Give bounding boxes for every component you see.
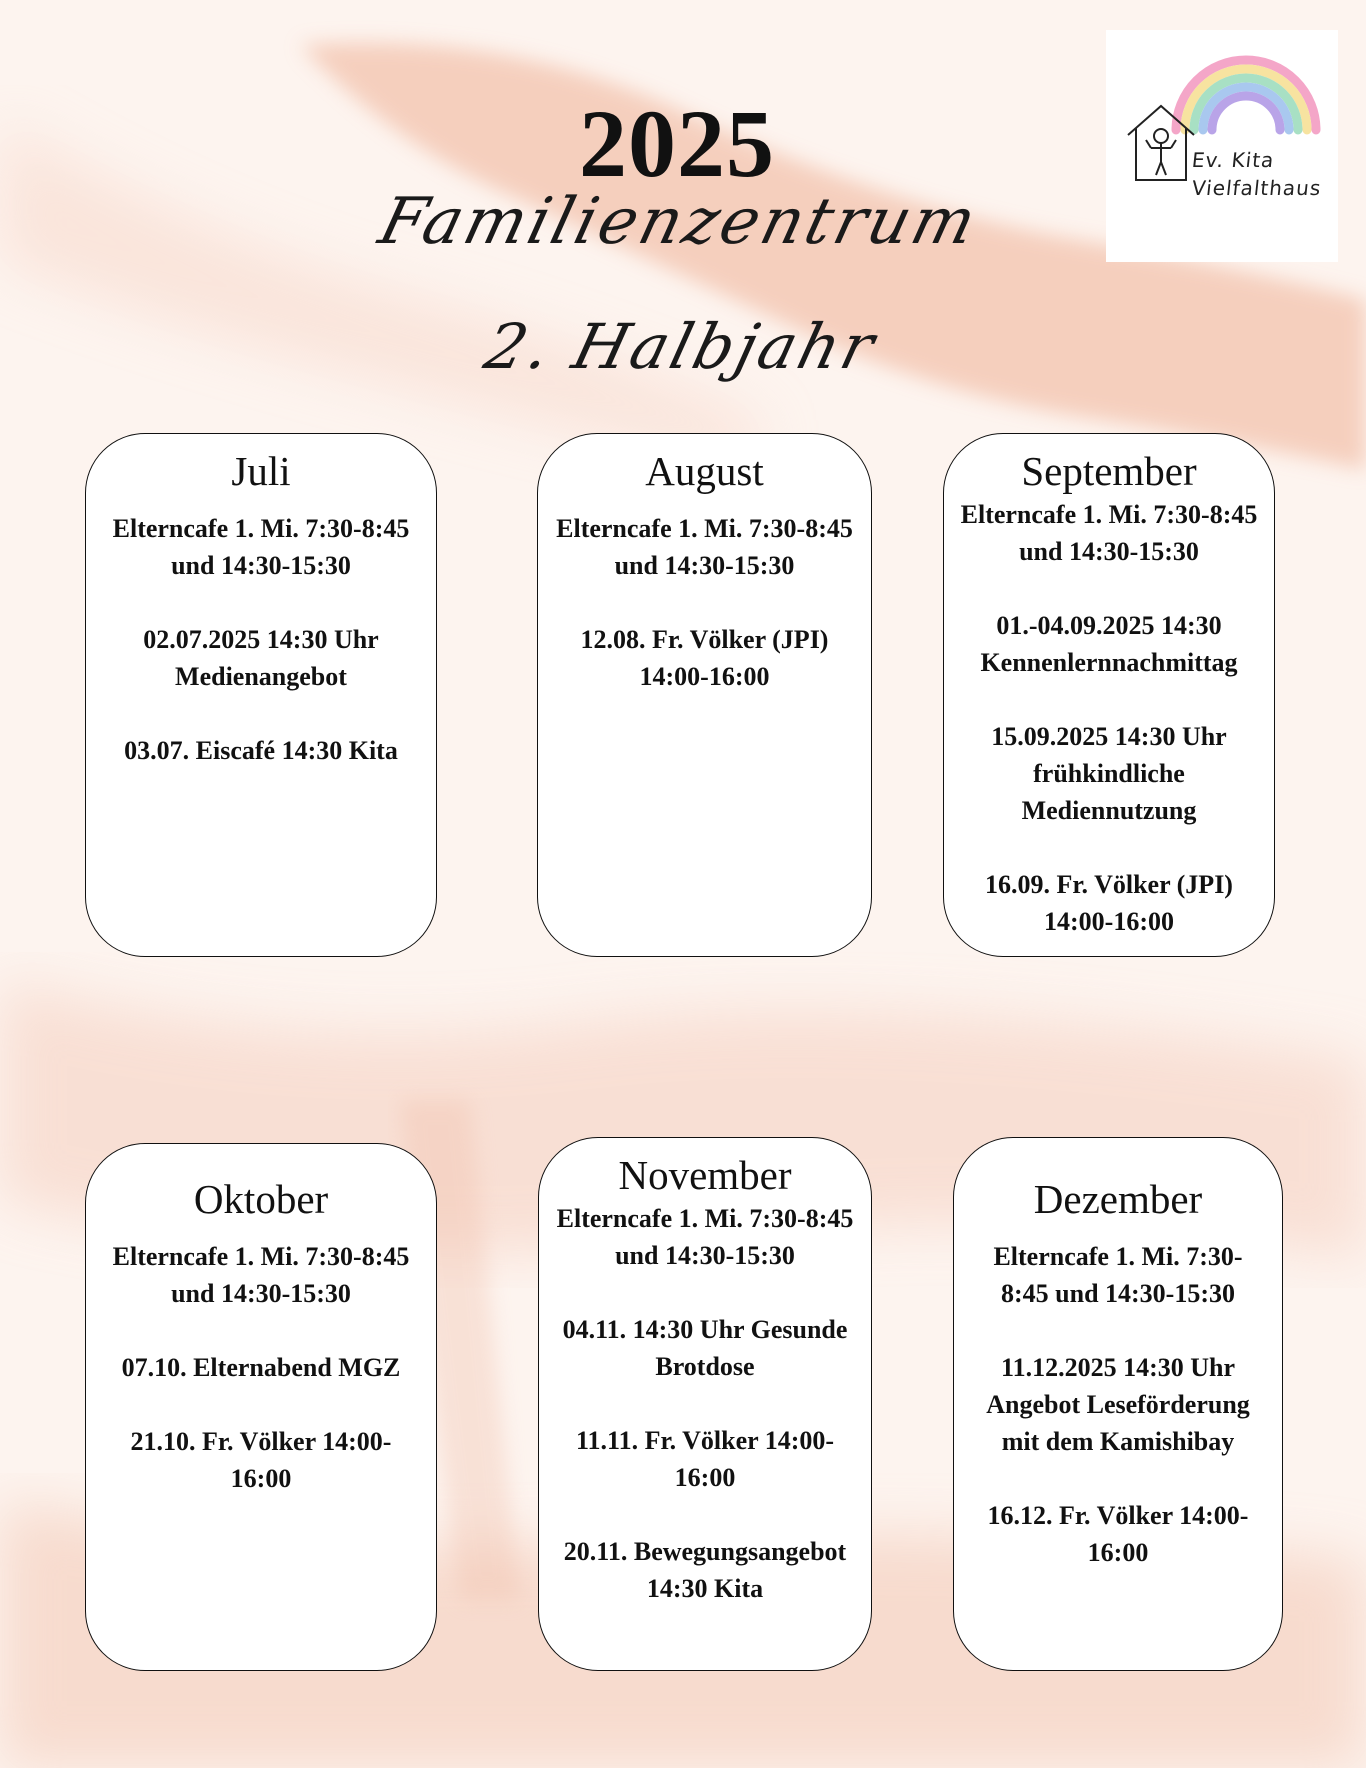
kita-logo	[1106, 30, 1338, 262]
event-entry: Elterncafe 1. Mi. 7:30-8:45 und 14:30-15:30	[112, 1242, 410, 1308]
event-entry: 16.12. Fr. Völker 14:00-16:00	[987, 1501, 1249, 1567]
month-card-september	[943, 433, 1275, 957]
month-card-juli	[85, 433, 437, 957]
month-title: Dezember	[1033, 1176, 1203, 1222]
month-card-oktober	[85, 1143, 437, 1671]
event-entry: 15.09.2025 14:30 Uhr frühkindliche Mediennutzung	[991, 722, 1227, 825]
month-title: August	[645, 448, 764, 494]
event-entry: Elterncafe 1. Mi. 7:30-8:45 und 14:30-15:30	[993, 1242, 1243, 1308]
event-entry: 20.11. Bewegungsangebot 14:30 Kita	[563, 1537, 847, 1603]
event-entry: Elterncafe 1. Mi. 7:30-8:45 und 14:30-15:30	[556, 1204, 854, 1270]
month-title: November	[618, 1152, 792, 1198]
month-card-november	[538, 1137, 872, 1671]
house-rainbow-icon	[1106, 30, 1338, 262]
event-entry: 21.10. Fr. Völker 14:00-16:00	[130, 1427, 392, 1493]
logo-line1: Ev. Kita	[1190, 148, 1276, 172]
event-entry: 04.11. 14:30 Uhr Gesunde Brotdose	[562, 1315, 848, 1381]
logo-line2: Vielfalthaus	[1190, 176, 1323, 200]
month-card-dezember	[953, 1137, 1283, 1671]
year-heading: 2025	[579, 90, 775, 197]
event-entry: 12.08. Fr. Völker (JPI) 14:00-16:00	[580, 625, 829, 691]
event-entry: 11.11. Fr. Völker 14:00-16:00	[575, 1426, 835, 1492]
event-entry: Elterncafe 1. Mi. 7:30-8:45 und 14:30-15:30	[960, 500, 1258, 566]
month-title: Oktober	[193, 1176, 329, 1222]
event-entry: 11.12.2025 14:30 Uhr Angebot Leseförderung mit dem Kamishibay	[986, 1353, 1250, 1456]
period-heading: 2. Halbjahr	[477, 310, 885, 383]
event-entry: 01.-04.09.2025 14:30 Kennenlernnachmittag	[980, 611, 1238, 677]
event-entry: 02.07.2025 14:30 Uhr Medienangebot	[143, 625, 379, 691]
event-entry: 16.09. Fr. Völker (JPI) 14:00-16:00	[985, 870, 1233, 936]
subtitle-familienzentrum: Familienzentrum	[372, 185, 986, 259]
event-entry: 07.10. Elternabend MGZ	[121, 1353, 401, 1382]
event-entry: Elterncafe 1. Mi. 7:30-8:45 und 14:30-15:30	[112, 514, 410, 580]
event-entry: 03.07. Eiscafé 14:30 Kita	[124, 736, 398, 765]
event-entry: Elterncafe 1. Mi. 7:30-8:45 und 14:30-15:30	[556, 514, 853, 580]
month-title: Juli	[231, 448, 291, 494]
month-title: September	[1021, 448, 1197, 494]
month-card-august	[537, 433, 872, 957]
